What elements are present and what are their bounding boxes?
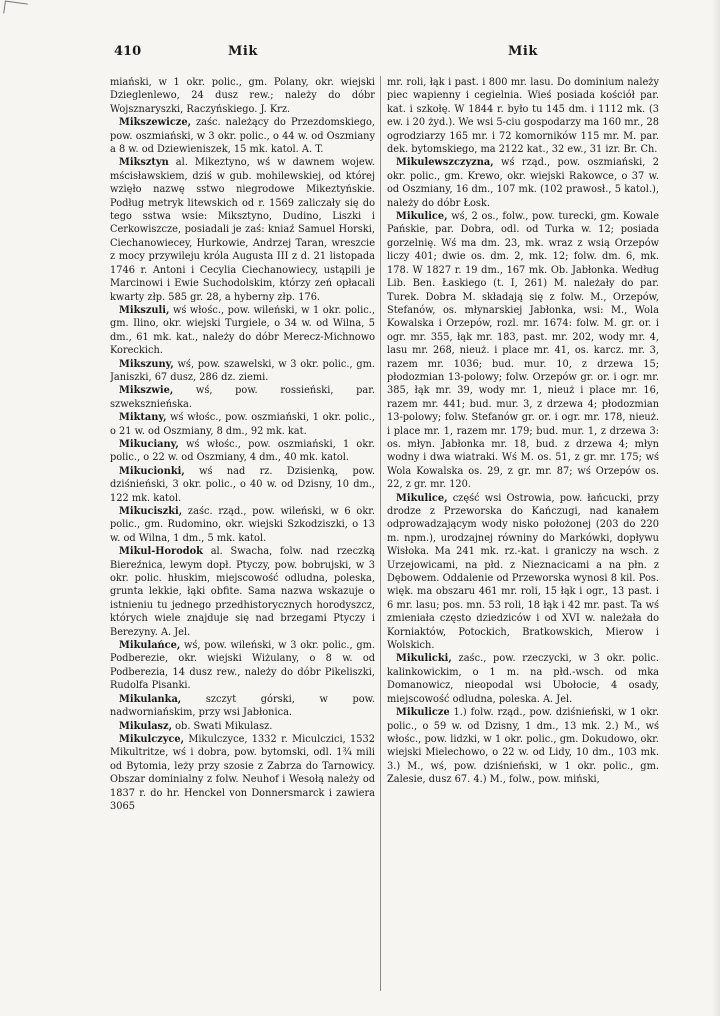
- dictionary-entry: [110, 733, 375, 813]
- entry-text: wś włośc., pow. oszmiański, 1 okr. polic., o 22 w. od Oszmiany, 4 dm., 40 mk. katol.: [110, 438, 375, 464]
- right-column: [387, 76, 659, 996]
- left-column: [110, 76, 375, 996]
- entry-text: al. Mikeztyno, wś w dawnem wojew. mścisławskiem, dziś w gub. mohilewskiej, od której wzięło nazwę sstwo niegrodowe Mikeztyńskie. Podług metryk litewskich od r. 1569 zaliczały się do tego sstwa wsie: Miksztyno, Dudino, Liszki i Cerkowiszcze, posiadali je zaś: kniaź Samuel Horski, Ciechanowiecey, Hurkowie, Andrzej Taran, wreszcie z mocy przywileju króla Augusta III z d. 21 listopada 1746 r. Antoni i Cecylia Ciechanowiecy, ustąpili je Marcinowi i Ewie Suchodolskim, którzy zeń opłacali kwarty złp. 585 gr. 28, a hyberny złp. 176.: [110, 157, 375, 303]
- entry-text: Mikulczyce, 1332 r. Miculczici, 1532 Mikultritze, wś i dobra, pow. bytomski, odl. 1¾ mili od Bytomia, leży przy szosie z Zabrza do Tarnowicy. Obszar dominialny z folw. Neuhof i Wesołą należy od 1837 r. do hr. Henckel von Donnersmarck i zawiera 3065: [110, 733, 375, 812]
- dictionary-entry: [387, 76, 659, 156]
- dictionary-entry: [110, 76, 375, 116]
- dictionary-entry: [110, 639, 375, 693]
- entry-headword: Mikulanka,: [119, 693, 182, 705]
- entry-headword: Mikulicki,: [396, 653, 452, 665]
- entry-headword: Mikulicze: [396, 707, 450, 719]
- entry-text: zaśc. należący do Przezdomskiego, pow. oszmiański, w 3 okr. polic., o 44 w. od Oszmiany a 8 w. od Dziewieniszek, 15 mk. katol. A. T.: [110, 117, 375, 156]
- entry-headword: Mikszuli,: [119, 304, 170, 316]
- entry-text: zaśc., pow. rzeczycki, w 3 okr. polic. kalinkowickim, o 1 m. na płd.-wsch. od mka Domanowicz, nieopodal wsi Ubołocie, 4 osady, miejscowość odludna, poleska. A. Jel.: [387, 653, 659, 705]
- dictionary-entry: [110, 358, 375, 385]
- entry-text: wś, pow. rossieński, par. szweksznieńska.: [110, 385, 375, 410]
- dictionary-entry: [387, 706, 659, 786]
- page-header: [110, 40, 658, 64]
- corner-mark: [3, 0, 28, 16]
- entry-headword: Mikulice,: [396, 211, 448, 223]
- entry-text: wś, pow. wileński, w 3 okr. polic., gm. Podberezie, okr. wiejski Wiżulany, o 8 w. od Podberezia, 14 dusz rew., należy do dóbr Pikeliszki, Rudolfa Pisanki.: [110, 640, 375, 692]
- page-edge-shadow: [712, 0, 720, 1016]
- entry-headword: Miksztyn: [119, 157, 169, 169]
- entry-headword: Mikulewszczyzna,: [396, 157, 494, 169]
- dictionary-entry: [110, 156, 375, 303]
- entry-text: wś włośc., pow. oszmiański, 1 okr. polic., o 21 w. od Oszmiany, 8 dm., 92 mk. kat.: [110, 412, 375, 437]
- dictionary-entry: [387, 652, 659, 706]
- entry-text: mr. roli, łąk i past. i 800 mr. lasu. Do dominium należy piec wapienny i cegielnia. Wieś posiada kościół par. kat. i szkołę. W 1844 r. było tu 145 dm. i 1112 mk. (3 ew. i 20 żyd.). We wsi 5-ciu gospodarzy ma 160 mr., 28 ogrodziarzy 165 mr. i 72 komorników 115 mr. M. par. dek. bytomskiego, ma 2122 kat., 32 ew., 31 izr. Br. Ch.: [387, 77, 659, 156]
- entry-headword: Mikszwie,: [119, 385, 174, 397]
- entry-headword: Mikszuny,: [119, 358, 174, 370]
- entry-headword: Mikuciszki,: [119, 506, 183, 517]
- dictionary-entry: [110, 438, 375, 465]
- dictionary-entry: [110, 693, 375, 720]
- entry-headword: Mikuciany,: [119, 438, 179, 450]
- entry-headword: Miktany,: [119, 412, 167, 424]
- entry-text: wś, 2 os., folw., pow. turecki, gm. Kowale Pańskie, par. Dobra, odl. od Turka w. 12; posiada gorzelnię. Wś ma dm. 23, mk. wraz z wsią Orzepów liczy 401; dwie os. dm. 2, mk. 12; folw. dm. 6, mk. 178. W 1827 r. 19 dm., 167 mk. Ob. Jabłonka. Według Lib. Ben. Łaskiego (t. I, 261) M. należały do par. Turek. Dobra M. składają się z folw. M., Orzepów, Stefanów, os. młynarskiej Jabłonka, wsi: M., Wola Kowalska i Orzepów, rozl. mr. 1674: folw. M. gr. or. i ogr. mr. 355, łąk mr. 183, past. mr. 202, wody mr. 4, lasu mr. 268, nieuż. i place mr. 41, os. karcz. mr. 3, razem mr. 1036; bud. mur. 10, z drzewa 15; płodozmian 13-polowy; folw. Orzepów gr. or. i ogr. mr. 385, łąk mr. 39, wody mr. 1, nieuż i place mr. 16, razem mr. 441; bud. mur. 3, z drzewa 4; płodozmian 13-polowy; folw. Stefanów gr. or. i ogr. mr. 178, nieuż. i place mr. 1, razem mr. 179; bud. mur. 1, z drzewa 3: os. młyn. Jabłonka mr. 18, bud. z drzewa 4; młyn wodny i dwa wiatraki. Wś M. os. 51, z gr. mr. 175; wś Wola Kowalska os. 29, z gr. mr. 87; wś Orzepów os. 22, z gr. mr. 120.: [387, 211, 659, 491]
- entry-text: ob. Swati Mikulasz.: [172, 720, 273, 732]
- running-headword-left: Mik: [228, 44, 258, 59]
- entry-text: część wsi Ostrowia, pow. łańcucki, przy drodze z Przeworska do Kańczugi, nad kanałem odprowadzającym wody nisko położonej (203 do 220 m. npm.), urodzajnej równiny do Markówki, dopływu Wisłoka. Ma 241 mk. rz.-kat. i graniczy na wsch. z Urzejowicami, na płd. z Nieznacicami a na płn. z Dębowem. Oddalenie od Przeworska wynosi 8 kil. Pos. więk. ma obszaru 461 mr. roli, 15 łąk i ogr., 13 past. i 6 mr. lasu; pos. mn. 53 roli, 18 łąk i 42 mr. past. Ta wś zmieniała często dziedziców i od XVI w. należała do Korniaktów, Potockich, Bratkowskich, Mierow i Wolskich.: [387, 492, 659, 652]
- dictionary-entry: [387, 156, 659, 210]
- entry-text: 1.) folw. rząd., pow. dziśnieński, w 1 okr. polic., o 59 w. od Dzisny, 1 dm., 13 mk. 2.) M., wś włośc., pow. lidzki, w 1 okr. polic., gm. Dokudowo, okr. wiejski Mielechowo, o 22 w. od Lidy, 10 dm., 103 mk. 3.) M., wś, pow. dziśnieński, w 1 okr. polic., gm. Zalesie, dusz 67. 4.) M., folw., pow. miński,: [387, 707, 659, 786]
- dictionary-entry: [110, 411, 375, 438]
- entry-text: szczyt górski, w pow. nadworniańskim, przy wsi Jabłonica.: [110, 693, 375, 719]
- entry-text: al. Swacha, folw. nad rzeczką Biereźnica, lewym dopł. Ptyczy, pow. bobrujski, w 3 okr. polic. hłuskim, miejscowość odludna, poleska, grunta lekkie, łąki obfite. Sama nazwa wskazuje o istnieniu tu jednego przedhistorycznych horodyszcz, których wiele znajduje się nad brzegami Ptyczy i Berezyny. A. Jel.: [110, 546, 375, 638]
- dictionary-entry: [110, 384, 375, 411]
- entry-headword: Mikulice,: [396, 492, 448, 504]
- dictionary-entry: [387, 210, 659, 492]
- running-headword-right: Mik: [508, 44, 538, 59]
- entry-headword: Mikulczyce,: [119, 733, 185, 745]
- entry-text: miański, w 1 okr. polic., gm. Polany, okr. wiejski Dzieglenlewo, 24 dusz rew.; należy do dóbr Wojsznaryszki, Raczyńskiego. J. Krz.: [110, 77, 375, 115]
- column-divider: [380, 76, 381, 991]
- dictionary-entry: [110, 116, 375, 156]
- dictionary-entry: [110, 465, 375, 505]
- entry-headword: Mikucionki,: [119, 465, 185, 477]
- entry-text: wś, pow. szawelski, w 3 okr. polic., gm. Janiszki, 67 dusz, 286 dz. ziemi.: [110, 358, 375, 383]
- entry-text: wś rząd., pow. oszmiański, 2 okr. polic., gm. Krewo, okr. wiejski Rakowce, o 37 w. od Oszmiany, 16 dm., 107 mk. (102 prawosł., 5 katol.), należy do dóbr Łosk.: [387, 157, 659, 209]
- dictionary-entry: [110, 304, 375, 358]
- entry-text: wś włośc., pow. wileński, w 1 okr. polic., gm. Ilino, okr. wiejski Turgiele, o 34 w. od Wilna, 5 dm., 61 mk. kat., należy do dóbr Merecz-Michnowo Koreckich.: [110, 304, 375, 357]
- dictionary-entry: [110, 545, 375, 639]
- dictionary-entry: [110, 720, 375, 733]
- dictionary-entry: [110, 505, 375, 545]
- entry-headword: Mikulasz,: [119, 720, 173, 732]
- entry-text: wś nad rz. Dzisienką, pow. dziśnieński, 3 okr. polic., o 40 w. od Dzisny, 10 dm., 122 mk. katol.: [110, 465, 375, 504]
- entry-headword: Mikul-Horodok: [119, 546, 203, 558]
- dictionary-entry: [387, 492, 659, 653]
- entry-headword: Mikulańce,: [119, 640, 181, 652]
- page-number: 410: [114, 44, 142, 59]
- entry-text: zaśc. rząd., pow. wileński, w 6 okr. polic., gm. Rudomino, okr. wiejski Szkodziszki, o 13 w. od Wilna, 1 dm., 5 mk. katol.: [110, 506, 375, 544]
- entry-headword: Mikszewicze,: [119, 117, 191, 129]
